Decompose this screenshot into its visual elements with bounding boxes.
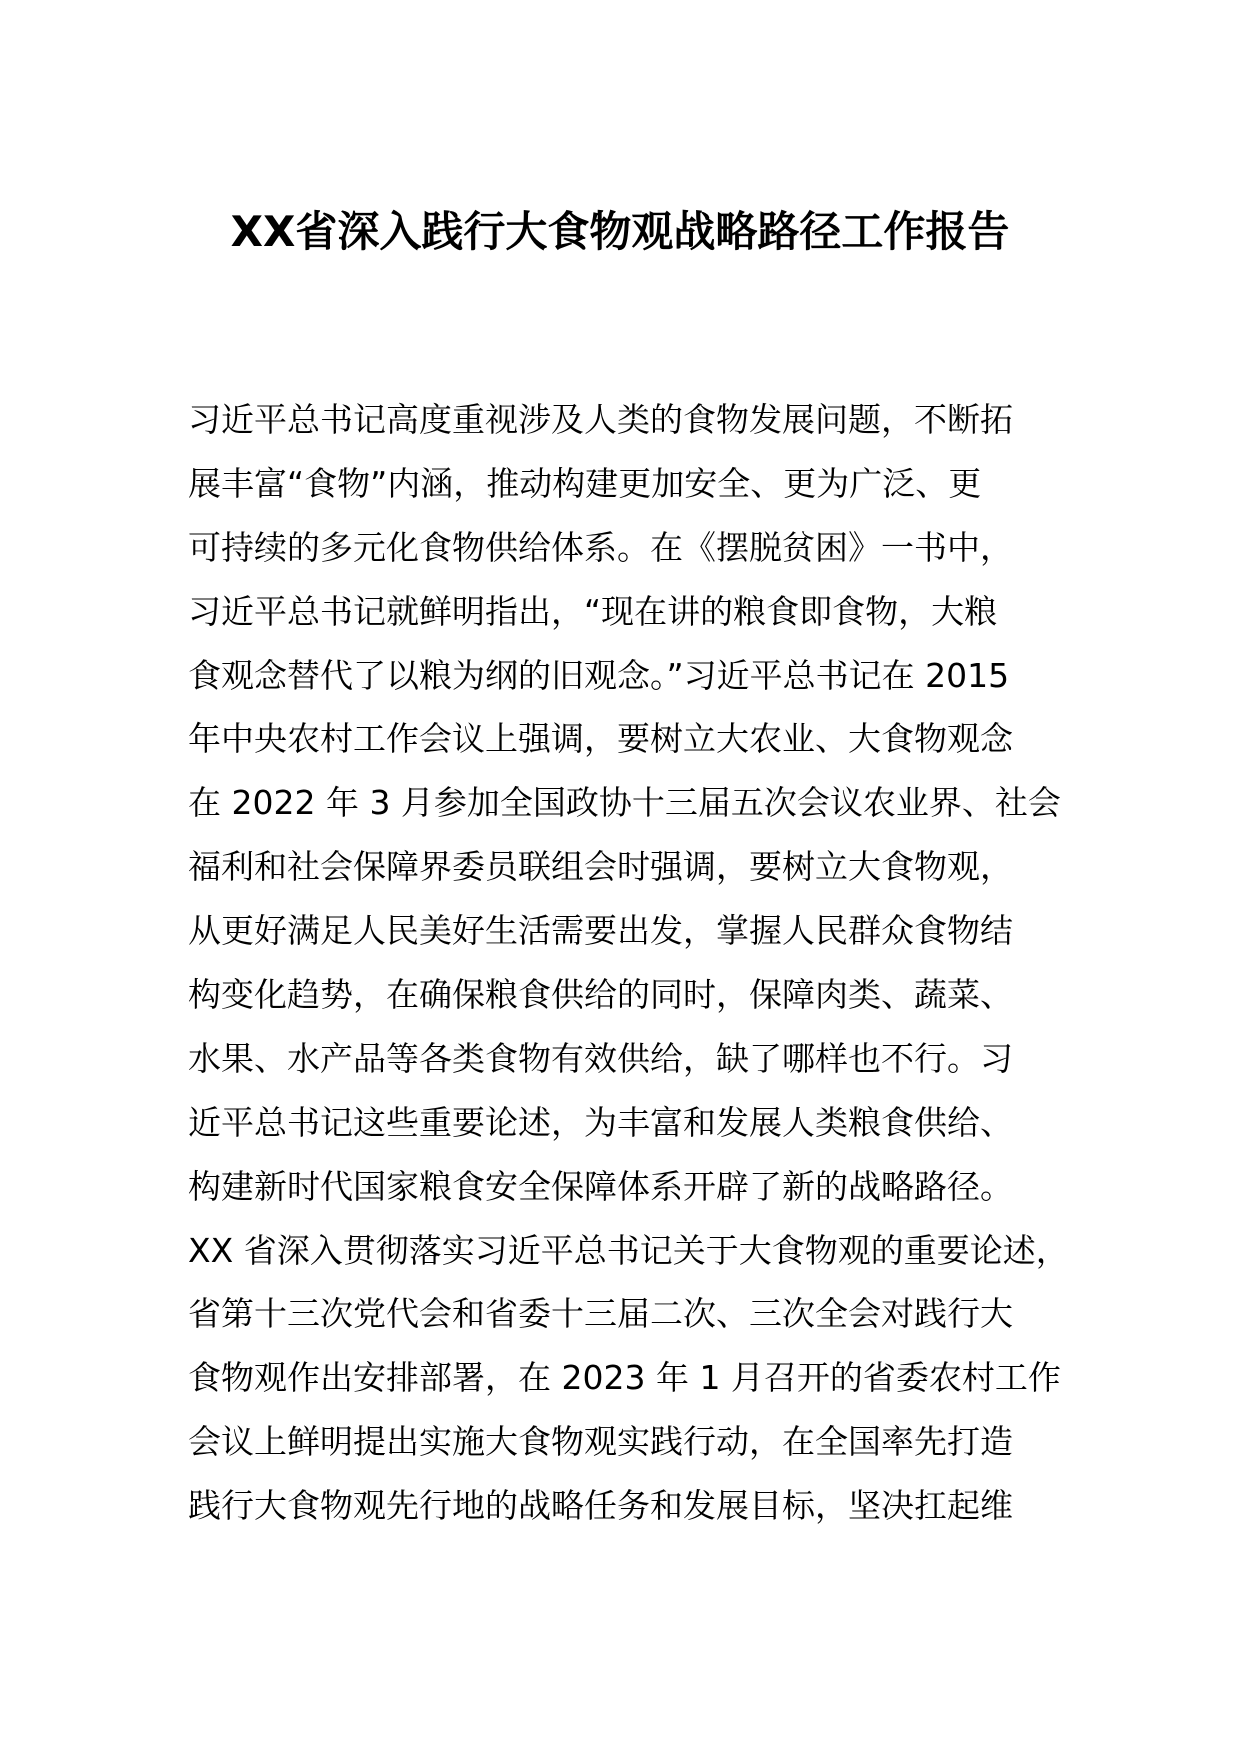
body-line: 省第十三次党代会和省委十三届二次、三次全会对践行大 (188, 1294, 1013, 1334)
body-line: 构建新时代国家粮食安全保障体系开辟了新的战略路径。 (188, 1166, 1013, 1206)
body-line: 习近平总书记高度重视涉及人类的食物发展问题，不断拓 (188, 400, 1013, 439)
body-line: 从更好满足人民美好生活需要出发，掌握人民群众食物结 (188, 911, 1013, 951)
body-line: 食观念替代了以粮为纲的旧观念。”习近平总书记在 2015 (188, 655, 1010, 695)
body-line: XX 省深入贯彻落实习近平总书记关于大食物观的重要论述， (188, 1230, 1069, 1270)
body-line: 构变化趋势，在确保粮食供给的同时，保障肉类、蔬菜、 (188, 975, 1013, 1015)
body-line: 年中央农村工作会议上强调，要树立大农业、大食物观念 (188, 719, 1013, 759)
body-line: 水果、水产品等各类食物有效供给，缺了哪样也不行。习 (188, 1038, 1013, 1078)
body-line: 习近平总书记就鲜明指出，“现在讲的粮食即食物，大粮 (188, 591, 998, 631)
document-title: XX省深入践行大食物观战略路径工作报告 (230, 207, 1010, 256)
document-body (188, 390, 1088, 1540)
body-line: 会议上鲜明提出实施大食物观实践行动，在全国率先打造 (188, 1422, 1013, 1462)
body-line: 践行大食物观先行地的战略任务和发展目标，坚决扛起维 (188, 1486, 1013, 1526)
body-line: 可持续的多元化食物供给体系。在《摆脱贫困》一书中， (188, 527, 1013, 567)
body-line: 在 2022 年 3 月参加全国政协十三届五次会议农业界、社会 (188, 783, 1061, 823)
body-line: 展丰富“食物”内涵，推动构建更加安全、更为广泛、更 (188, 463, 982, 503)
body-line: 福利和社会保障界委员联组会时强调，要树立大食物观， (188, 847, 1013, 887)
body-line: 近平总书记这些重要论述，为丰富和发展人类粮食供给、 (188, 1102, 1013, 1142)
body-line: 食物观作出安排部署，在 2023 年 1 月召开的省委农村工作 (188, 1358, 1061, 1398)
